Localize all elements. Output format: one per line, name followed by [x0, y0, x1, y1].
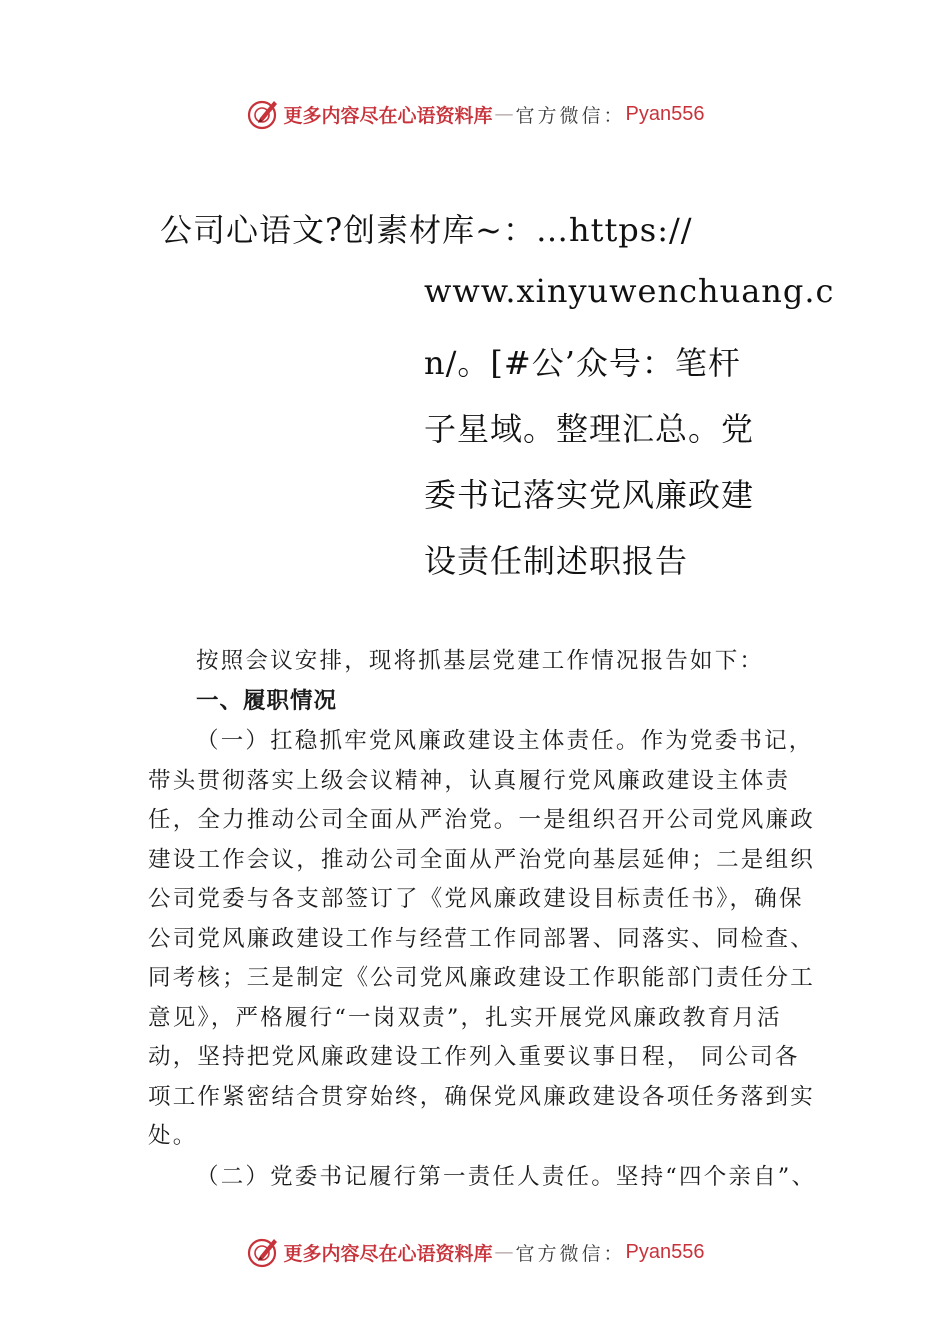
banner-wechat-id: Pyan556	[625, 1240, 705, 1263]
paragraph-2: （二）党委书记履行第一责任人责任。坚持“四个亲自”、	[196, 1164, 817, 1190]
title-line: 公司心语文?创素材库~：…https://	[160, 211, 693, 249]
footer-banner	[0, 1232, 950, 1272]
title-line: www.xinyuwenchuang.c	[424, 272, 835, 310]
banner-official-label: 官方微信：	[515, 104, 626, 127]
banner-main-text: 更多内容尽在心语资料库	[283, 104, 493, 127]
banner-wechat-id: Pyan556	[625, 102, 705, 125]
title-line: 设责任制述职报告	[424, 542, 689, 580]
section-heading: 一、履职情况	[196, 688, 338, 714]
title-line: 子星域。整理汇总。党	[424, 410, 755, 448]
banner-dash: —	[494, 1241, 514, 1263]
pen-seal-icon	[246, 1235, 280, 1269]
banner-dash: —	[494, 103, 514, 125]
title-line: n/。[#公’众号：笔杆	[424, 344, 741, 382]
banner-official-label: 官方微信：	[515, 1242, 626, 1265]
banner-main-text: 更多内容尽在心语资料库	[283, 1242, 493, 1265]
paragraph-1: （一）扛稳抓牢党风廉政建设主体责任。作为党委书记，带头贯彻落实上级会议精神，认真履行党风廉政建设主体责任，全力推动公司全面从严治党。一是组织召开公司党风廉政建设工作会议，推动公司全面从严治党向基层延伸；二是组织公司党委与各支部签订了《党风廉政建设目标责任书》，确保公司党风廉政建设工作与经营工作同部署、同落实、同检查、同考核；三是制定《公司党风廉政建设工作职能部门责任分工意见》，严格履行“一岗双责”，扎实开展党风廉政教育月活动，坚持把党风廉政建设工作列入重要议事日程， 同公司各项工作紧密结合贯穿始终，确保党风廉政建设各项任务落到实处。	[148, 728, 815, 1149]
title-line: 委书记落实党风廉政建	[424, 476, 755, 514]
intro-paragraph: 按照会议安排，现将抓基层党建工作情况报告如下：	[196, 648, 765, 674]
header-banner	[0, 94, 950, 134]
pen-seal-icon	[246, 97, 280, 131]
